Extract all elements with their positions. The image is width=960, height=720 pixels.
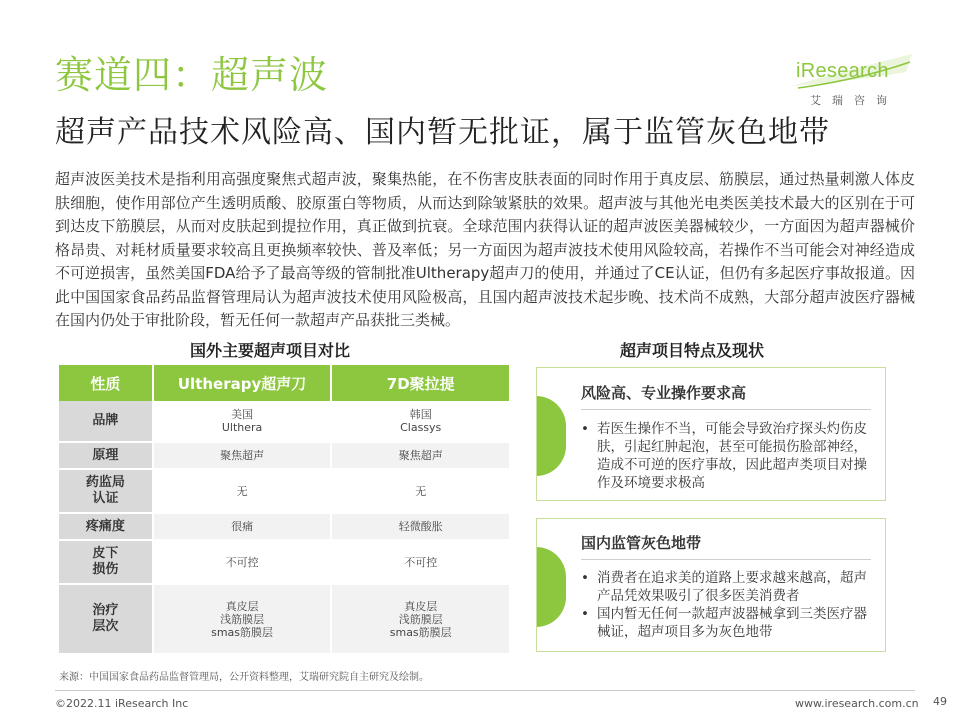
logo-cn: 艾瑞咨询: [810, 94, 898, 107]
logo-brand: iResearch: [796, 60, 889, 82]
table-row: [59, 401, 510, 442]
card-accent-shape: [536, 547, 566, 627]
cell-7d: 韩国 Classys: [331, 401, 510, 442]
feature-card-risk: [536, 367, 886, 501]
iresearch-logo: [788, 52, 918, 112]
cell-ultherapy: 很痛: [153, 513, 332, 540]
table-row: [59, 584, 510, 654]
cell-7d: 不可控: [331, 540, 510, 584]
bullet-item: • 国内暂无任何一款超声波器械拿到三类医疗器械证，超声项目多为灰色地带: [581, 605, 871, 641]
comparison-table: [59, 365, 511, 655]
col-header-ultherapy: Ultherapy超声刀: [153, 365, 332, 401]
card-accent-shape: [536, 396, 566, 476]
cell-7d: 真皮层 浅筋膜层 smas筋膜层: [331, 584, 510, 654]
col-header-nature: 性质: [59, 365, 153, 401]
row-label: 疼痛度: [59, 513, 153, 540]
bullet-item: • 若医生操作不当，可能会导致治疗探头灼伤皮肤，引起红肿起泡，甚至可能损伤脸部神经，造成不可逆的医疗事故，因此超声类项目对操作及环境要求极高: [581, 420, 871, 492]
card-divider: [581, 559, 871, 560]
page-title: 赛道四：超声波: [55, 53, 329, 97]
bullet-item: • 消费者在追求美的道路上要求越来越高，超声产品凭效果吸引了很多医美消费者: [581, 569, 871, 605]
cell-7d: 无: [331, 469, 510, 513]
cell-7d: 轻微酸胀: [331, 513, 510, 540]
cell-ultherapy: 美国 Ulthera: [153, 401, 332, 442]
cell-ultherapy: 聚焦超声: [153, 442, 332, 469]
cell-ultherapy: 不可控: [153, 540, 332, 584]
copyright: ©2022.11 iResearch Inc: [55, 697, 189, 710]
table-row: [59, 442, 510, 469]
card-bullets: [581, 420, 871, 492]
row-label: 药监局 认证: [59, 469, 153, 513]
cell-ultherapy: 无: [153, 469, 332, 513]
intro-paragraph: 超声波医美技术是指利用高强度聚焦式超声波，聚集热能，在不伤害皮肤表面的同时作用于真皮层、筋膜层，通过热量刺激人体皮肤细胞，使作用部位产生透明质酸、胶原蛋白等物质，从而达到除皱紧肤的效果。超声波与其他光电类医美技术最大的区别在于可到达皮下筋膜层，从而对皮肤起到提拉作用，真正做到抗衰。全球范围内获得认证的超声波医美器械较少，一方面因为超声器械价格昂贵、对耗材质量要求较高且更换频率较快、普及率低；另一方面因为超声波技术使用风险较高，若操作不当可能会对神经造成不可逆损害，虽然美国FDA给予了最高等级的管制批准Ultherapy超声刀的使用，并通过了CE认证，但仍有多起医疗事故报道。因此中国国家食品药品监督管理局认为超声波技术使用风险极高，且国内超声波技术起步晚、技术尚不成熟，大部分超声波医疗器械在国内仍处于审批阶段，暂无任何一款超声产品获批三类械。: [55, 170, 915, 329]
col-header-7d: 7D聚拉提: [331, 365, 510, 401]
card-bullets: [581, 569, 871, 641]
table-row: [59, 513, 510, 540]
card-title: 国内监管灰色地带: [581, 534, 702, 552]
page-subtitle: 超声产品技术风险高、国内暂无批证，属于监管灰色地带: [55, 115, 830, 150]
page-number: 49: [933, 695, 947, 708]
cell-ultherapy: 真皮层 浅筋膜层 smas筋膜层: [153, 584, 332, 654]
table-row: [59, 540, 510, 584]
card-title: 风险高、专业操作要求高: [581, 384, 747, 402]
row-label: 皮下 损伤: [59, 540, 153, 584]
card-divider: [581, 409, 871, 410]
source-note: 来源：中国国家食品药品监督管理局，公开资料整理，艾瑞研究院自主研究及绘制。: [59, 672, 429, 683]
footer-divider: [55, 690, 915, 691]
row-label: 治疗 层次: [59, 584, 153, 654]
table-heading: 国外主要超声项目对比: [190, 341, 351, 360]
feature-card-regulation: [536, 518, 886, 652]
table-row: [59, 469, 510, 513]
row-label: 原理: [59, 442, 153, 469]
features-heading: 超声项目特点及现状: [620, 341, 765, 360]
cell-7d: 聚焦超声: [331, 442, 510, 469]
row-label: 品牌: [59, 401, 153, 442]
website-link[interactable]: www.iresearch.com.cn: [795, 697, 919, 710]
